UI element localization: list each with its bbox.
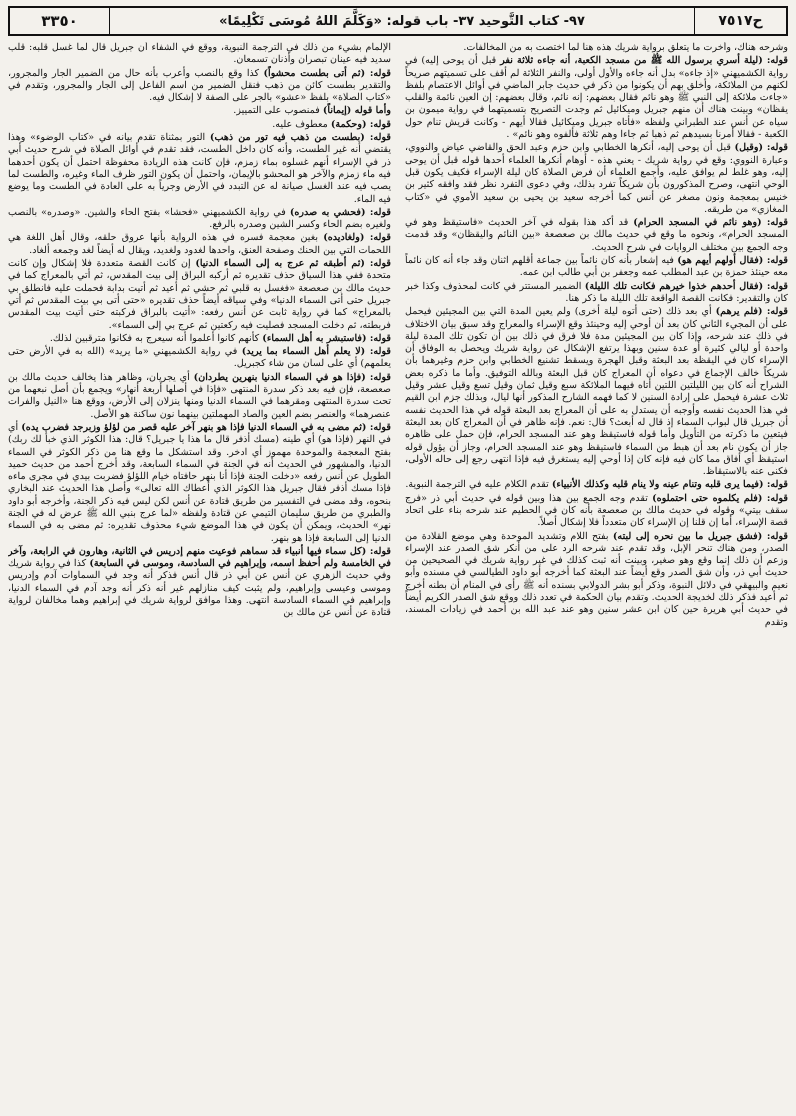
commentary-paragraph [405,479,788,491]
paragraph-text: تقدم الكلام عليه في الترجمة النبوية. [405,479,549,491]
paragraph-text: بفتح اللام وتشديد الموحدة وهي موضع القلادة من الصدر، ومن هناك تنحر الإبل، وقد تقدم عند شرحه الرد على من أنكر شق الصدر عند الإسراء وزعم أن ذلك إنما وقع وهو صغير، وبينت أنه ثبت كذلك في غير رواية شريك في الصحيحين من حديث أبي ذر، وأن شق الصدر وقع أيضاً عند البعثة كما أخرجه أبو داود الطيالسي في مسنده وأبو نعيم والبيهقي في دلائل النبوة، وذكر أبو بشر الدولابي بسنده أنه ﷺ رأى في المنام أن بطنه أخرج ثم أعيد فذكر ذلك لخديجة الحديث. وتقدم بيان الحكمة في تعدد ذلك ووقع شق الصدر الكريم أيضاً في حديث أبي هريرة حين كان ابن عشر سنين وهو عند عبد الله بن أحمد في زيادات المسند، وتقدم [405,530,788,628]
paragraph-text: قد أكد هذا بقوله في آخر الحديث «فاستيقظ وهو في المسجد الحرام»، ونحوه ما وقع في حديث مالك بن صعصعة «بين النائم واليقظان» وقد قدمت وجه الجمع بين مختلف الروايات في شرح الحديث. [405,217,788,253]
commentary-paragraph [8,258,391,332]
quoted-phrase: قوله: (فلم يكلموه حتى احتملوه) [652,492,788,504]
right-column [405,42,788,1110]
commentary-paragraph [405,531,788,629]
commentary-paragraph [405,55,788,141]
commentary-paragraph [8,422,391,545]
commentary-paragraph [8,232,391,257]
paragraph-text: قبل أن يوحى إليه) في رواية الكشميهني «إذ جاءه» بدل أنه جاءه والأول أولى، والنفر الثلاثة لم أقف على تسميتهم صريحاً لكنهم من الملائكة، وأخلق بهم أن يكونوا من ذكر في حديث جابر الماضي في أوائل الاعتصام بلفظ «جاءت ملائكة إلى النبي ﷺ وهو نائم فقال بعضهم: إنه نائم، وقال بعضهم: إن العين نائمة والقلب يقظان» وبينت هناك أن منهم جبريل وميكائيل ثم وجدت التصريح بتسميتهما في رواية ميمون بن سياه عن أنس عند الطبراني ولفظه «فأتاه جبريل وميكائيل فقالا أيهم - وكانت قريش تنام حول الكعبة - فقالا أمرنا بسيدهم ثم ذهبا ثم جاءا وهم ثلاثة فألفوه وهو نائم» . [405,55,788,141]
page-body [8,42,788,1110]
commentary-paragraph [405,217,788,254]
quoted-phrase: قوله: (وقبل) [734,142,788,154]
paragraph-text: الإلمام بشيء من ذلك في الترجمة النبوية، ووقع في الشفاء أن جبريل قال لما غسل قلبه: قلب سديد فيه عينان تبصران وأذنان تسمعان. [8,42,391,66]
quoted-phrase: وأما قوله (إيماناً) [322,105,391,117]
page-header [8,6,788,36]
commentary-paragraph [405,281,788,306]
paragraph-text: أي بعد ذلك (حتى أتوه ليلة أخرى) ولم يعين المدة التي بين المجيئين فيحمل على أن المجيء الثاني كان بعد أن أوحي إليه وحينئذ وقع الإسراء والمعراج وقد سبق بيان الاختلاف في ذلك عند شرحه، وإذا كان بين المجيئين مدة فلا فرق في ذلك بين أن تكون تلك المدة ليلة واحدة أو ليالي كثيرة أو عدة سنين وبهذا يرتفع الإشكال عن رواية شريك ويحصل به الوفاق أن الإسراء كان في اليقظة بعد البعثة وقبل الهجرة ويسقط تشنيع الخطابي وابن حزم وغيرهما بأن شريكاً خالف الإجماع في دعواه أن المعراج كان قبل البعثة وبالله التوفيق. وأما ما ذكره بعض الشراح أنه كان بين الليلتين اللتين أتاه فيهما الملائكة سبع وقيل ثمان وقيل تسع وقيل عشر وقيل ثلاث عشرة فيحمل على إرادة السنين لا كما فهمه الشارح المذكور أنها ليال، وبذلك جزم ابن القيم في هذا الحديث نفسه وأوجبه أن يستدل به على أن المعراج بعد البعثة قوله في هذا الحديث نفسه أن جبريل قال لبواب السماء إذ قال له أبعث؟ قال: نعم. فإنه ظاهر في أن المعراج كان بعد البعثة فيتعين ما ذكرته من التأويل وأما قوله فاستيقظ وهو عند المسجد الحرام، فإن حمل على ظاهره جاز أن يكون نام بعد أن هبط من السماء فاستيقظ وهو عند المسجد الحرام، وجاز أن يؤول قوله استيقظ أي أفاق مما كان فيه فإنه كان إذا أوحي إليه يستغرق فيه فإذا انتهى رجع إلى حاله الأولى، فكنى عنه بالاستيقاظ. [405,306,788,478]
quoted-phrase: قوله: (فحشي به صدره) [289,206,391,218]
running-title: ٩٧- كتاب التَّوحيد ٣٧- باب قوله: «وَكَلَّمَ اللهُ مُوسَى تَكْلِيمًا» [219,13,585,29]
paragraph-text: كذا في رواية شريك وفي حديث الزهري عن أنس عن أبي ذر قال أنس فذكر أنه وجد في السماوات آدم وإدريس وموسى وعيسى وإبراهيم، ولم يثبت كيف منازلهم غير أنه ذكر أنه وجد آدم في السماء الدنيا، وإبراهيم في السماء السادسة انتهى. وهذا موافق لرواية شريك في إبراهيم وهما مخالفان لرواية قتادة عن أنس عن مالك بن [8,558,391,619]
hadith-number: ح٧٥١٧ [694,8,786,34]
quoted-phrase: قوله: (ولغاديده) [323,232,391,244]
quoted-phrase: قوله: (وهو نائم في المسجد الحرام) [633,217,788,229]
commentary-paragraph [8,346,391,371]
paragraph-text: فمنصوب على التمييز. [233,105,320,117]
paragraph-text: إن كانت القصة متعددة فلا إشكال وإن كانت متحدة ففي هذا السياق حذف تقديره ثم أركبه البراق إلى بيت المقدس، ثم أتي بالمعراج كما في حديث مالك بن صعصعة «فغسل به قلبي ثم حشي ثم أعيد ثم أتيت بدابة فحملت عليه فانطلق بي جبريل حتى أتى السماء الدنيا» وفي سياقه أيضاً حذف تقديره «حتى أتى بي بيت المقدس ثم أتي بالمعراج» كما في رواية ثابت عن أنس رفعه: «أتيت بالبراق فركبته حتى أتيت بيت المقدس فربطته، ثم دخلت المسجد فصليت فيه ركعتين ثم عرج بي إلى السماء». [8,258,391,331]
page-number: ٣٣٥٠ [10,8,110,34]
commentary-paragraph [8,42,391,67]
paragraph-text: قبل أن يوحى إليه، أنكرها الخطابي وابن حزم وعبد الحق والقاضي عياض والنووي، وعبارة النووي: وقع في رواية شريك - يعني هذه - أوهام أنكرها العلماء أحدها قوله قبل أن يوحى إليه، وهو غلط لم يوافق عليه، وأجمع العلماء أن فرض الصلاة كان ليلة الإسراء فكيف يكون قبل الوحي انتهى، وصرح المذكورون بأن شريكاً تفرد بذلك، وفي دعوى التفرد نظر فقد وافقه كثير بن خنيس بمعجمة ونون مصغر عن أنس كما أخرجه سعيد بن يحيى بن سعيد الأموي في «كتاب المغازي» من طريقه. [405,142,788,215]
paragraph-text: في رواية الكشميهني «ما يريد» (الله به في الأرض حتى يعلمهم) أي على لسان من شاء كجبريل. [8,346,391,370]
quoted-phrase: قوله: (فقال أولهم أيهم هو) [677,255,788,267]
paragraph-text: كذا وقع بالنصب وأعرب بأنه حال من الضمير الجار والمجرور، والتقدير بطست كائن من ذهب فنقل الضمير من اسم الفاعل إلى الجار والمجرور، وتقدم في «كتاب الصلاة» بلفظ «عشو» بالجر على الصفة لا إشكال فيه. [8,67,391,104]
commentary-paragraph [8,372,391,421]
quoted-phrase: قوله: (فقال أحدهم خذوا خيرهم فكانت تلك الليلة) [584,280,788,292]
commentary-paragraph [405,255,788,280]
commentary-paragraph [405,493,788,530]
quoted-phrase: قوله: (ثم مضى به في السماء الدنيا فإذا هو بنهر آخر عليه قصر من لؤلؤ وزبرجد فضرب يده) [21,421,391,433]
quoted-phrase: قوله: (ثم أطبقه ثم عرج به إلى السماء الدنيا) [195,258,391,270]
quoted-phrase: قوله: (بطست من ذهب فيه تور من ذهب) [209,132,391,144]
quoted-phrase: قوله: (فلم يرهم) [715,306,788,318]
paragraph-text: الضمير المستتر في كانت لمحذوف وكذا خبر كان والتقدير: فكانت القصة الواقعة تلك الليلة ما ذكر هنا. [405,280,788,304]
commentary-paragraph [8,333,391,345]
paragraph-text: وشرحه هناك، وأخرت ما يتعلق برواية شريك هذه هنا لما اختصت به من المخالفات. [463,42,788,53]
paragraph-text: معطوف عليه. [272,118,328,130]
quoted-phrase: قوله: (ليلة أسري برسول الله ﷺ من مسجد الكعبة، أنه جاءه ثلاثة نفر [500,55,788,67]
paragraph-text: بغين معجمة فسره في هذه الرواية بأنها عروق حلقه، وقال أهل اللغة هي اللحمات التي بين الحنك وصفحة العنق، واحدها لغدود ولغديد، ويقال له أيضاً لغد وجمعه ألغاد. [8,232,391,256]
quoted-phrase: قوله: (كل سماء فيها أنبياء قد سماهم فوعيت منهم إدريس في الثانية، وهارون في الرابعة، وآخر في الخامسة ولم أحفظ اسمه، وإبراهيم في السادسة، وموسى في السابعة) [8,545,391,570]
paragraph-text: أي يجريان، وظاهر هذا يخالف حديث مالك بن صعصعة، فإن فيه بعد ذكر سدرة المنتهى «فإذا في أصلها أربعة أنهار» ويجمع بأن أصل نبعهما من تحت سدرة المنتهى ومقرهما في السماء الدنيا ومنها ينزلان إلى الأرض، ووقع هنا «النيل والفرات عنصرهما» والعنصر بضم العين والصاد المهملتين بينهما نون ساكنة هو الأصل. [8,371,391,420]
commentary-paragraph [405,42,788,54]
paragraph-text: التور بمثناة تقدم بيانه في «كتاب الوضوء» وهذا يقتضي أنه غير الطست، وأنه كان داخل الطست، فقد تقدم في أوائل الصلاة في شرح حديث أبي ذر في الإسراء أنهم غسلوه بماء زمزم، فإن كانت هذه الزيادة محفوظة احتمل أن يكون أحدهما فيه ماء زمزم والآخر هو المحشو بالإيمان، واحتمل أن يكون التور ظرف الماء وغيره، والطست لما يصب فيه عند الغسل صيانة له عن التبدد في الأرض وجرياً به على العادة في الطست وما يوضع فيه الماء. [8,132,391,205]
commentary-paragraph [8,207,391,232]
left-column [8,42,391,1110]
paragraph-text: كأنهم كانوا أعلموا أنه سيعرج به فكانوا مترقبين لذلك. [49,332,260,344]
commentary-paragraph [8,132,391,206]
paragraph-text: أي في النهر (فإذا هو) أي طينه (مسك أذفر قال ما هذا يا جبريل؟ قال: هذا الكوثر الذي خبأ لك ربك) بفتح المعجمة والموحدة مهموز أي ادخر. وقد استشكل ما وقع هنا من ذكر الكوثر في السماء الدنيا، والمشهور في الحديث أنه في الجنة في السماء السابعة، وقد أخرج أحمد من حديث حميد الطويل عن أنس رفعه «دخلت الجنة فإذا أنا بنهر حافتاه خيام اللؤلؤ فضربت بيدي في مجرى ماءه فإذا مسك أذفر فقال جبريل هذا الكوثر الذي أعطاك الله تعالى» وأصل هذا الحديث عند البخاري بنحوه، وقد مضى في التفسير من طريق قتادة عن أنس لكن ليس فيه ذكر الجنة، وأخرجه أبو داود والطبري من طريق سليمان التيمي عن قتادة ولفظه «لما عرج بنبي الله ﷺ عرض له في الجنة نهر» الحديث، ويمكن أن يكون في هذا الموضع شيء محذوف تقديره: ثم مضى به في السماء الدنيا إلى السابعة فإذا هو بنهر. [8,421,391,544]
paragraph-text: فيه إشعار بأنه كان نائماً بين جماعة أقلهم اثنان وقد جاء أنه كان نائماً معه حينئذ حمزة بن عبد المطلب عمه وجعفر بن أبي طالب ابن عمه. [405,255,788,279]
commentary-paragraph [8,68,391,105]
paragraph-text: في رواية الكشميهني «فحشا» بفتح الحاء والشين. «وصدره» بالنصب ولغيره بضم الحاء وكسر الشين وصدره بالرفع. [8,206,391,231]
commentary-paragraph [8,546,391,620]
quoted-phrase: قوله: (ثم أتى بطست محشواً) [263,67,391,79]
commentary-paragraph [405,142,788,216]
commentary-paragraph [8,119,391,131]
quoted-phrase: قوله: (فإذا هو في السماء الدنيا بنهرين يطردان) [193,371,391,383]
quoted-phrase: قوله: (فيما يرى قلبه وتنام عينه ولا ينام قلبه وكذلك الأنبياء) [551,479,788,491]
paragraph-text: تقدم وجه الجمع بين هذا وبين قوله في حديث أبي ذر «فرج سقف بيتي» وقوله في حديث مالك بن صعصعة بأنه كان في الحطيم عند شرحه بناء على اتحاد قصة الإسراء، أما إن قلنا إن الإسراء كان متعدداً فلا إشكال أصلاً. [405,492,788,529]
commentary-paragraph [8,105,391,117]
commentary-paragraph [405,306,788,478]
quoted-phrase: قوله: (فاستبشر به أهل السماء) [262,332,391,344]
quoted-phrase: قوله: (فشق جبريل ما بين نحره إلى لبته) [612,530,788,542]
quoted-phrase: قوله: (لا يعلم أهل السماء بما يريد) [241,346,391,358]
quoted-phrase: قوله: (وحكمة) [330,118,391,130]
